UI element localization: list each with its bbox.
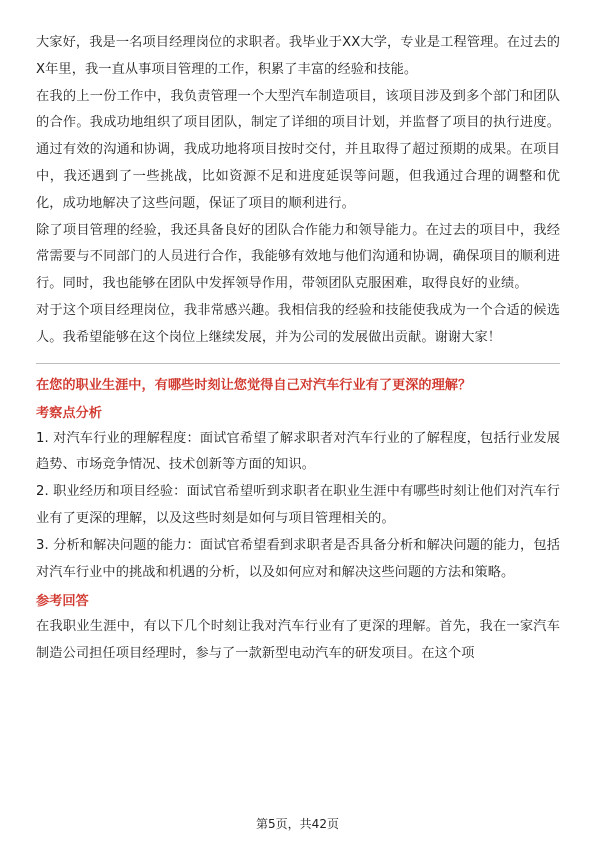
answer-paragraph-2: 在我的上一份工作中，我负责管理一个大型汽车制造项目，该项目涉及到多个部门和团队的合作。我成功地组织了项目团队，制定了详细的项目计划，并监督了项目的执行进度。通过有效的沟通和协调，我成功地将项目按时交付，并且取得了超过预期的成果。在项目中，我还遇到了一些挑战，比如资源不足和进度延误等问题，但我通过合理的调整和优化，成功地解决了这些问题，保证了项目的顺利进行。 <box>36 88 560 211</box>
analysis-item-3: 3. 分析和解决问题的能力：面试官希望看到求职者是否具备分析和解决问题的能力，包括对汽车行业中的挑战和机遇的分析，以及如何应对和解决这些问题的方法和策略。 <box>36 537 560 580</box>
page-content <box>36 30 560 668</box>
interview-question: 在您的职业生涯中，有哪些时刻让您觉得自己对汽车行业有了更深的理解？ <box>36 377 472 393</box>
page-number-footer: 第5页，共42页 <box>256 817 339 831</box>
analysis-item-2: 2. 职业经历和项目经验：面试官希望听到求职者在职业生涯中有哪些时刻让他们对汽车行业有了更深的理解，以及这些时刻是如何与项目管理相关的。 <box>36 484 560 526</box>
reference-answer-title: 参考回答 <box>36 594 89 610</box>
answer-paragraph-3: 除了项目管理的经验，我还具备良好的团队合作能力和领导能力。在过去的项目中，我经常需要与不同部门的人员进行合作，我能够有效地与他们沟通和协调，确保项目的顺利进行。同时，我也能够在团队中发挥领导作用，带领团队克服困难，取得良好的业绩。 <box>36 222 560 292</box>
answer-paragraph-1: 大家好，我是一名项目经理岗位的求职者。我毕业于XX大学，专业是工程管理。在过去的X年里，我一直从事项目管理的工作，积累了丰富的经验和技能。 <box>36 35 560 77</box>
reference-answer-text: 在我职业生涯中，有以下几个时刻让我对汽车行业有了更深的理解。首先，我在一家汽车制造公司担任项目经理时，参与了一款新型电动汽车的研发项目。在这个项 <box>36 619 560 662</box>
section-divider <box>36 363 560 364</box>
analysis-item-1: 1. 对汽车行业的理解程度：面试官希望了解求职者对汽车行业的了解程度，包括行业发展趋势、市场竞争情况、技术创新等方面的知识。 <box>36 430 560 473</box>
answer-paragraph-4: 对于这个项目经理岗位，我非常感兴趣。我相信我的经验和技能使我成为一个合适的候选人。我希望能够在这个岗位上继续发展，并为公司的发展做出贡献。谢谢大家！ <box>36 302 560 345</box>
analysis-title: 考察点分析 <box>36 405 102 421</box>
